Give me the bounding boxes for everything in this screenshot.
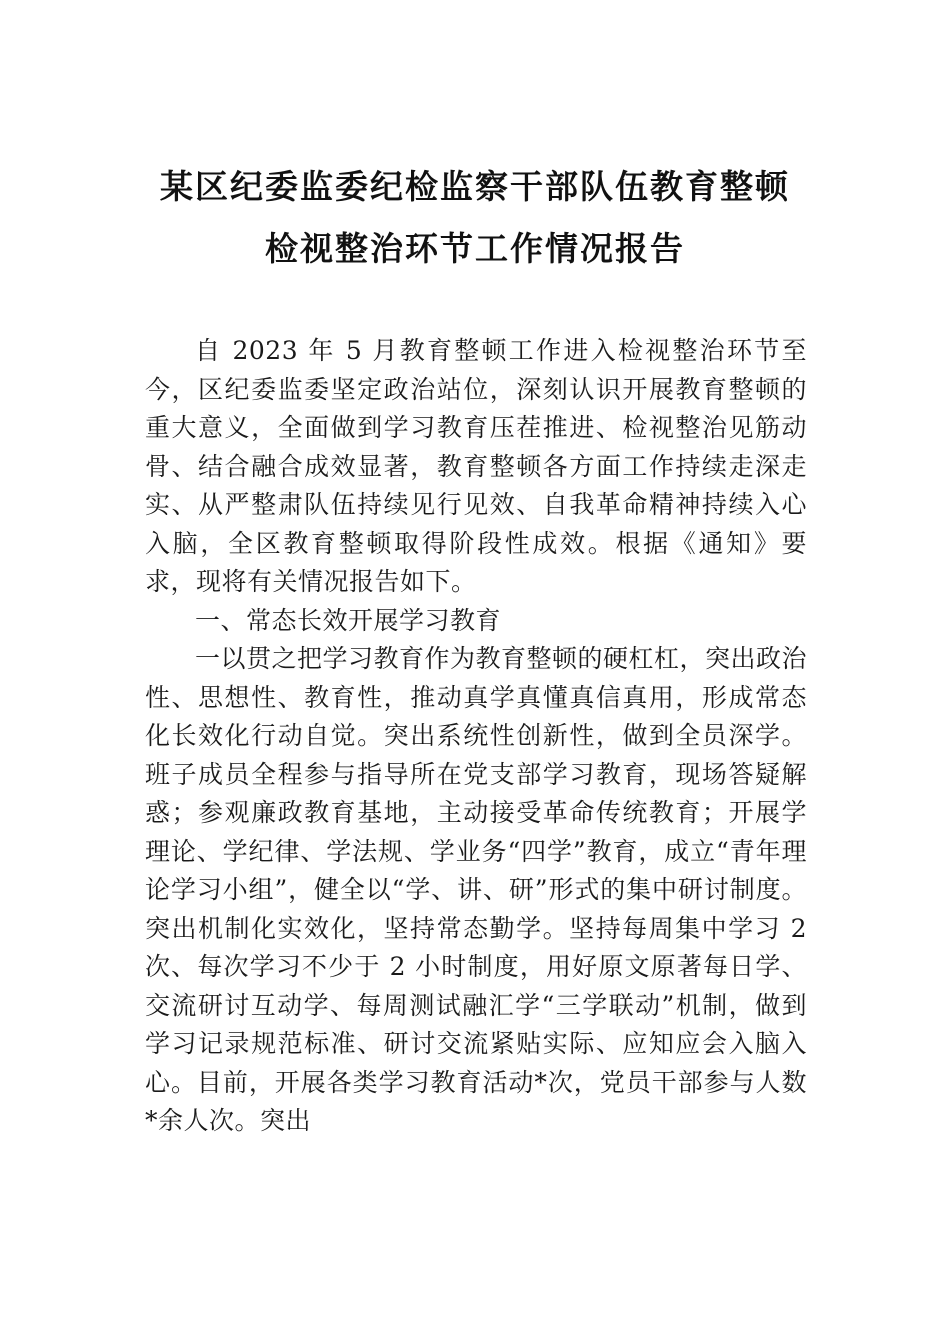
title-line-1: 某区纪委监委纪检监察干部队伍教育整顿 xyxy=(160,167,790,206)
title-line-2: 检视整治环节工作情况报告 xyxy=(265,229,685,268)
report-title xyxy=(120,156,830,280)
report-body xyxy=(145,332,807,1141)
section-heading-1: 一、常态长效开展学习教育 xyxy=(195,605,502,635)
paragraph-study-education: 一以贯之把学习教育作为教育整顿的硬杠杠，突出政治性、思想性、教育性，推动真学真懂真信真用，形成常态化长效化行动自觉。突出系统性创新性，做到全员深学。班子成员全程参与指导所在党支部学习教育，现场答疑解惑；参观廉政教育基地，主动接受革命传统教育；开展学理论、学纪律、学法规、学业务“四学”教育，成立“青年理论学习小组”，健全以“学、讲、研”形式的集中研讨制度。突出机制化实效化，坚持常态勤学。坚持每周集中学习 2 次、每次学习不少于 2 小时制度，用好原文原著每日学、交流研讨互动学、每周测试融汇学“三学联动”机制，做到学习记录规范标准、研讨交流紧贴实际、应知应会入脑入心。目前，开展各类学习教育活动*次，党员干部参与人数*余人次。突出 xyxy=(145,644,808,1135)
paragraph-intro: 自 2023 年 5 月教育整顿工作进入检视整治环节至今，区纪委监委坚定政治站位，深刻认识开展教育整顿的重大意义，全面做到学习教育压茬推进、检视整治见筋动骨、结合融合成效显著，教育整顿各方面工作持续走深走实、从严整肃队伍持续见行见效、自我革命精神持续入心入脑，全区教育整顿取得阶段性成效。根据《通知》要求，现将有关情况报告如下。 xyxy=(145,336,807,596)
